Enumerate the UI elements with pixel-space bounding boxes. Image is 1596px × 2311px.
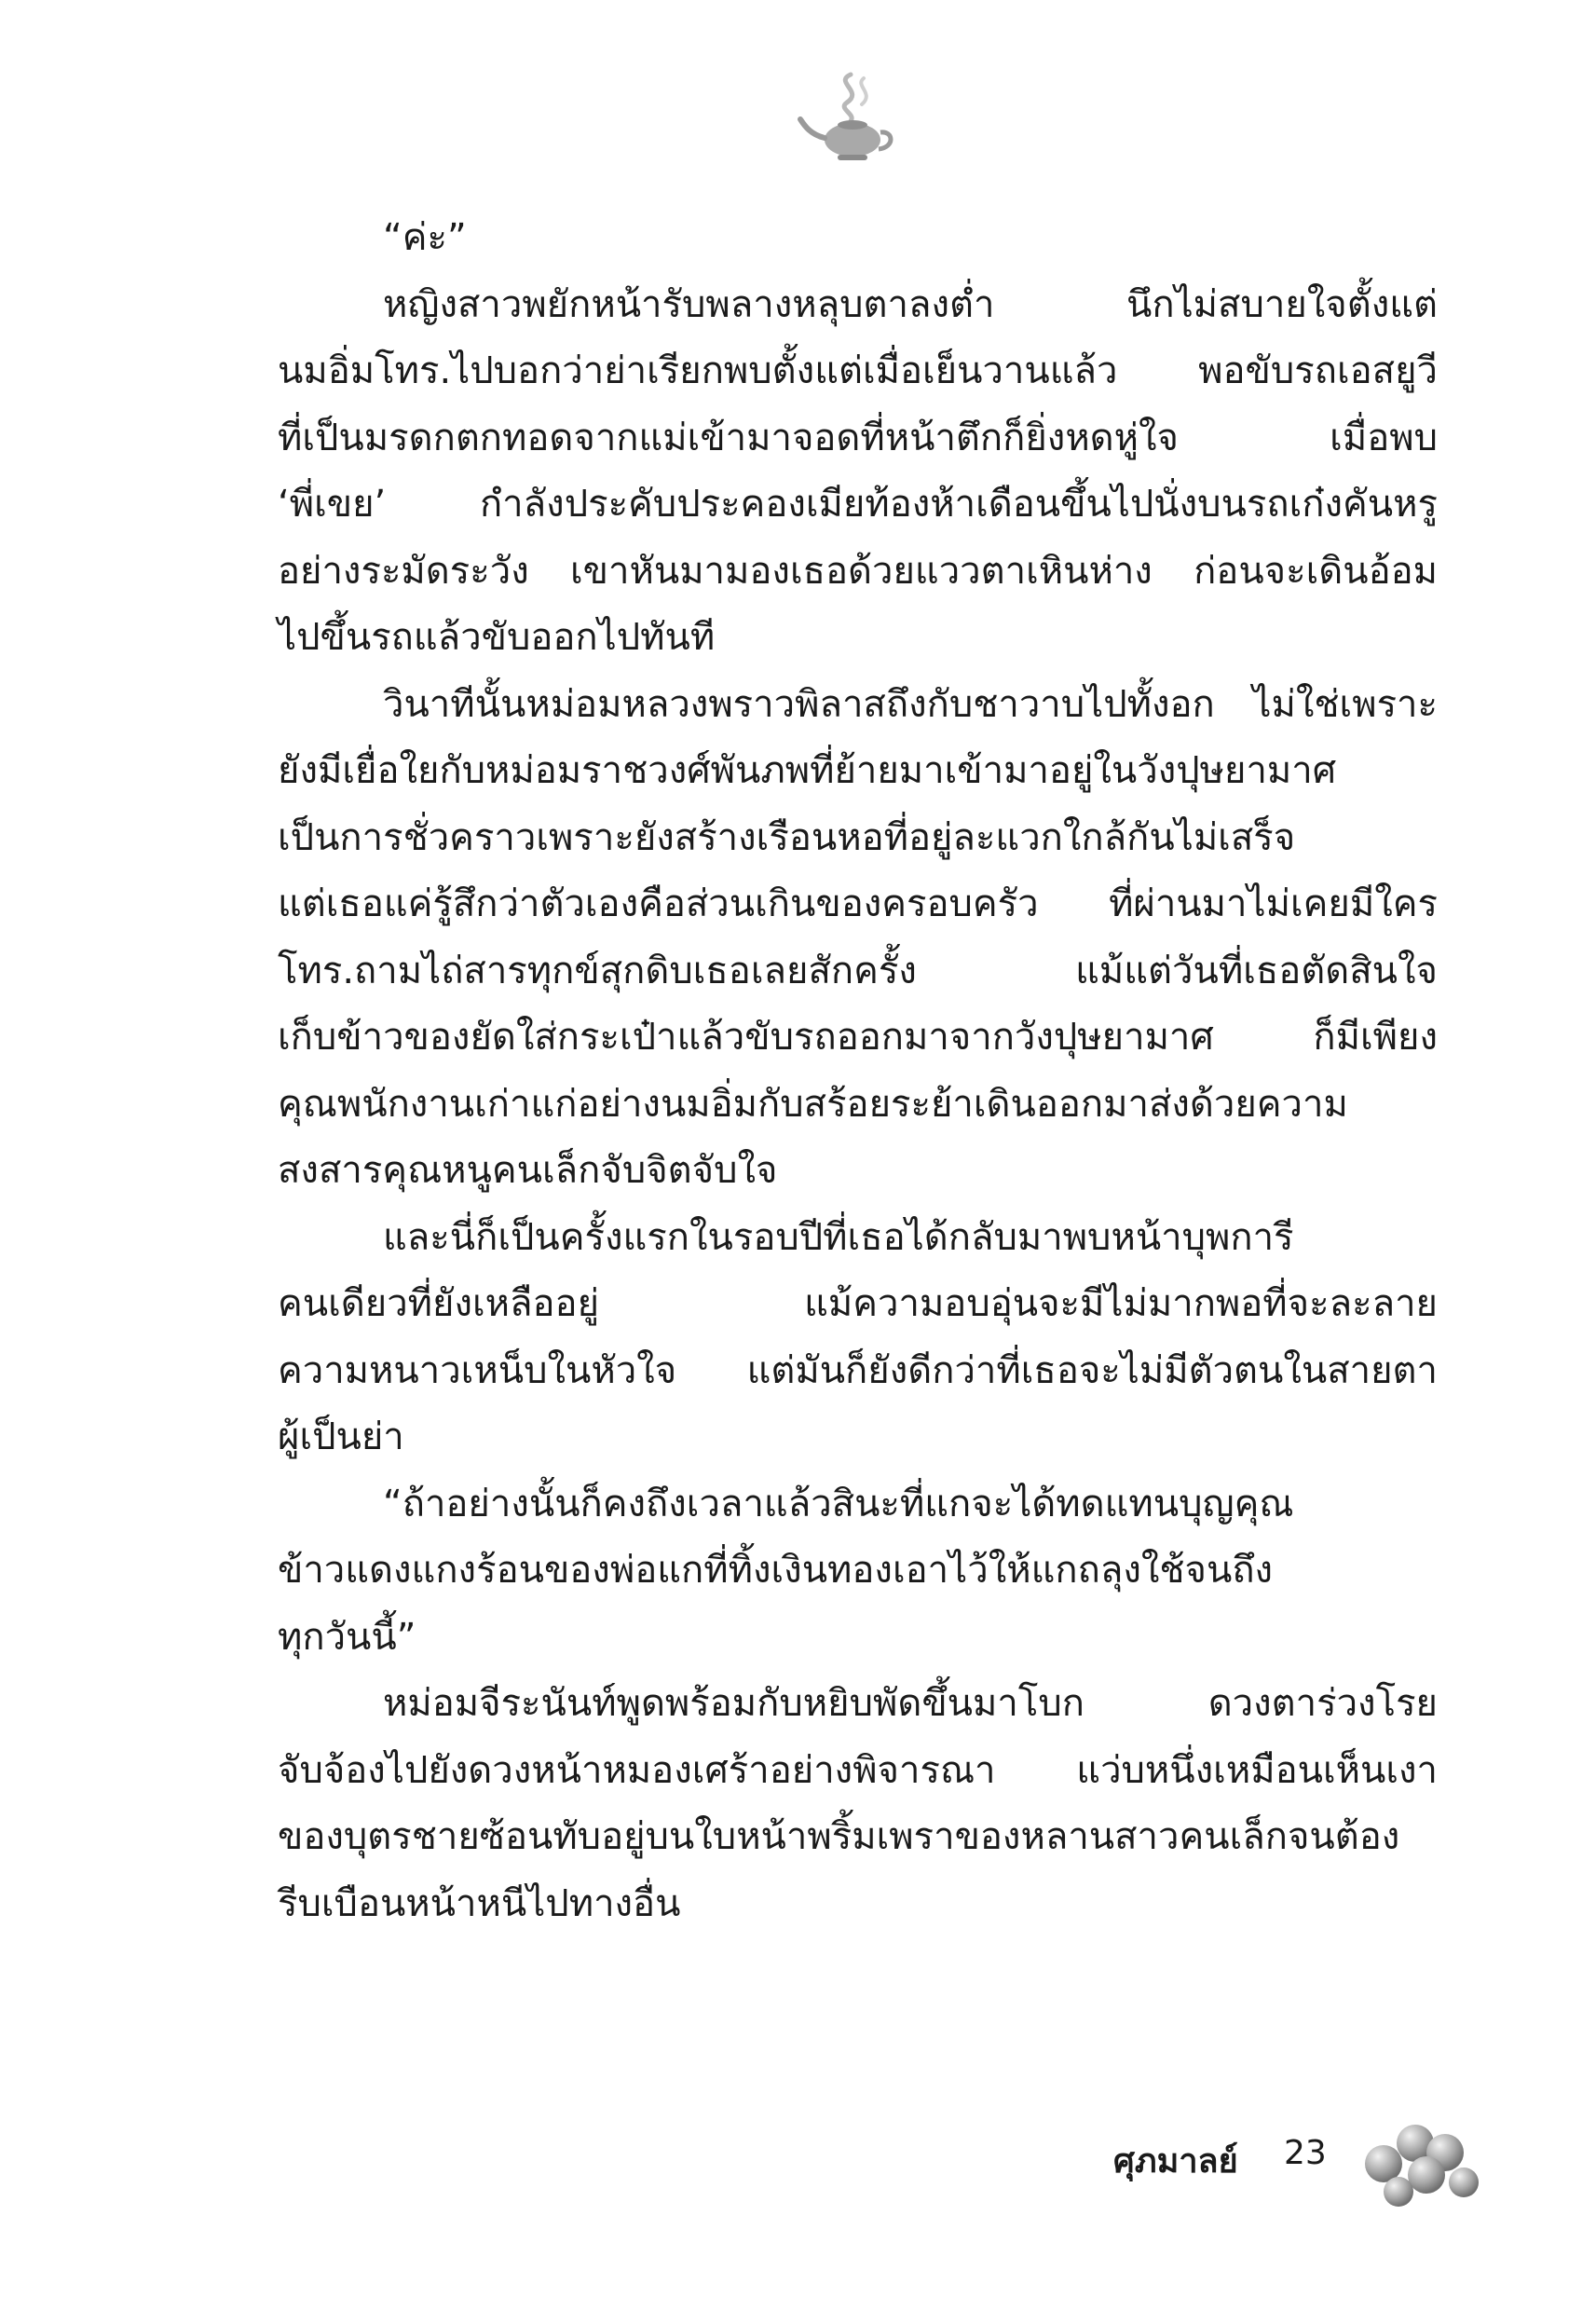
- text-line: นมอิ่มโทร.ไปบอกว่าย่าเรียกพบตั้งแต่เมื่อเย็นวานแล้ว พอขับรถเอสยูวี: [278, 349, 1438, 392]
- text-line: ทุกวันนี้”: [278, 1615, 416, 1659]
- text-line: ความหนาวเหน็บในหัวใจ แต่มันก็ยังดีกว่าที่เธอจะไม่มีตัวตนในสายตา: [278, 1348, 1438, 1392]
- text-line: “ถ้าอย่างนั้นก็คงถึงเวลาแล้วสินะที่แกจะได้ทดแทนบุญคุณ: [383, 1482, 1294, 1525]
- text-line: หญิงสาวพยักหน้ารับพลางหลุบตาลงต่ำ นึกไม่สบายใจตั้งแต่: [383, 282, 1438, 326]
- text-line: ผู้เป็นย่า: [278, 1415, 404, 1458]
- balloons-icon: [1356, 2115, 1486, 2218]
- page-number: 23: [1284, 2134, 1327, 2172]
- text-line: ‘พี่เขย’ กำลังประคับประคองเมียท้องห้าเดือนขึ้นไปนั่งบนรถเก๋งคันหรู: [278, 483, 1438, 526]
- text-line: ไปขึ้นรถแล้วขับออกไปทันที: [278, 616, 716, 659]
- text-line: วินาทีนั้นหม่อมหลวงพราวพิลาสถึงกับชาวาบไปทั้งอก ไม่ใช่เพราะ: [383, 682, 1438, 726]
- text-line: โทร.ถามไถ่สารทุกข์สุกดิบเธอเลยสักครั้ง แม้แต่วันที่เธอตัดสินใจ: [278, 949, 1438, 992]
- text-line: คุณพนักงานเก่าแก่อย่างนมอิ่มกับสร้อยระย้าเดินออกมาส่งด้วยความ: [278, 1082, 1348, 1126]
- text-line: แต่เธอแค่รู้สึกว่าตัวเองคือส่วนเกินของครอบครัว ที่ผ่านมาไม่เคยมีใคร: [278, 882, 1438, 925]
- text-line: ของบุตรชายซ้อนทับอยู่บนใบหน้าพริ้มเพราของหลานสาวคนเล็กจนต้อง: [278, 1815, 1400, 1858]
- text-line: ยังมีเยื่อใยกับหม่อมราชวงศ์พันภพที่ย้ายมาเข้ามาอยู่ในวังปุษยามาศ: [278, 749, 1337, 792]
- text-line: รีบเบือนหน้าหนีไปทางอื่น: [278, 1881, 681, 1925]
- body-text: [278, 205, 1438, 1937]
- text-line: เก็บข้าวของยัดใส่กระเป๋าแล้วขับรถออกมาจากวังปุษยามาศ ก็มีเพียง: [278, 1016, 1438, 1059]
- text-line: และนี่ก็เป็นครั้งแรกในรอบปีที่เธอได้กลับมาพบหน้าบุพการี: [383, 1215, 1294, 1259]
- text-line: อย่างระมัดระวัง เขาหันมามองเธอด้วยแววตาเหินห่าง ก่อนจะเดินอ้อม: [278, 549, 1438, 593]
- teapot-with-steam-icon: [797, 65, 908, 177]
- text-line: คนเดียวที่ยังเหลืออยู่ แม้ความอบอุ่นจะมีไม่มากพอที่จะละลาย: [278, 1282, 1438, 1325]
- book-title: ศุภมาลย์: [1113, 2142, 1238, 2181]
- text-line: เป็นการชั่วคราวเพราะยังสร้างเรือนหอที่อยู่ละแวกใกล้กันไม่เสร็จ: [278, 815, 1296, 859]
- text-line: หม่อมจีระนันท์พูดพร้อมกับหยิบพัดขึ้นมาโบก ดวงตาร่วงโรย: [383, 1682, 1438, 1725]
- text-line: จับจ้องไปยังดวงหน้าหมองเศร้าอย่างพิจารณา แว่บหนึ่งเหมือนเห็นเงา: [278, 1748, 1438, 1792]
- text-line: สงสารคุณหนูคนเล็กจับจิตจับใจ: [278, 1149, 778, 1192]
- text-line: ที่เป็นมรดกตกทอดจากแม่เข้ามาจอดที่หน้าตึกก็ยิ่งหดหู่ใจ เมื่อพบ: [278, 416, 1438, 459]
- text-line: “ค่ะ”: [383, 216, 467, 259]
- text-line: ข้าวแดงแกงร้อนของพ่อแกที่ทิ้งเงินทองเอาไว้ให้แกถลุงใช้จนถึง: [278, 1549, 1274, 1592]
